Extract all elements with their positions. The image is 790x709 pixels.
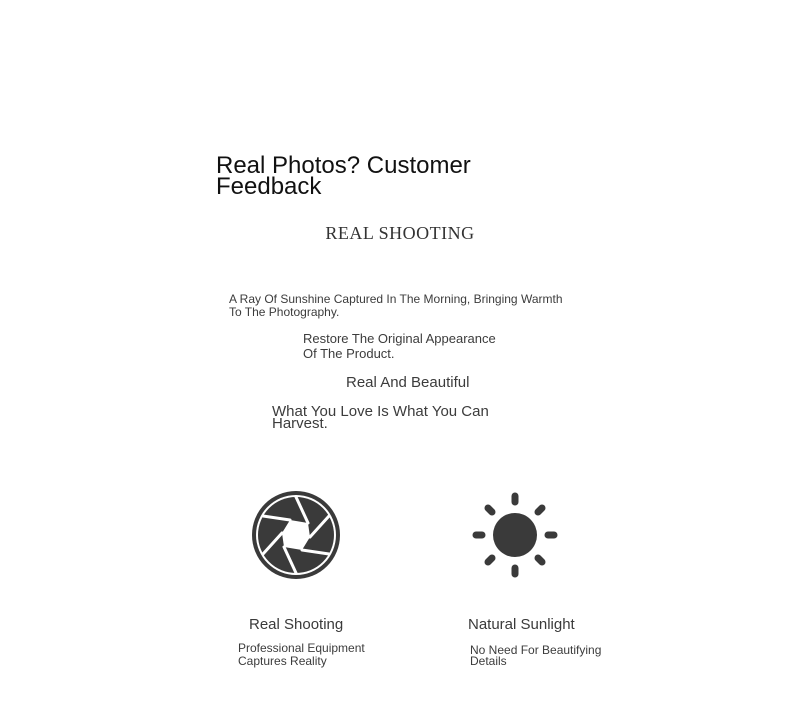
feature-title-real-shooting: Real Shooting	[249, 616, 344, 633]
tagline-sunshine: A Ray Of Sunshine Captured In The Morning, Bringing Warmth To The Photography.	[229, 292, 563, 319]
feature-title-natural-sunlight: Natural Sunlight	[468, 616, 575, 633]
section-heading: REAL SHOOTING	[325, 223, 475, 243]
feature-desc-natural-sunlight: No Need For Beautifying Details	[470, 643, 602, 668]
page-title: Real Photos? Customer Feedback	[216, 152, 471, 200]
tagline-restore: Restore The Original Appearance Of The Product.	[303, 331, 496, 361]
aperture-icon	[250, 489, 342, 581]
tagline-harvest: What You Love Is What You Can Harvest.	[272, 403, 489, 432]
feature-desc-real-shooting: Professional Equipment Captures Reality	[238, 641, 365, 668]
sun-icon	[469, 489, 561, 581]
tagline-real-beautiful: Real And Beautiful	[346, 374, 470, 391]
